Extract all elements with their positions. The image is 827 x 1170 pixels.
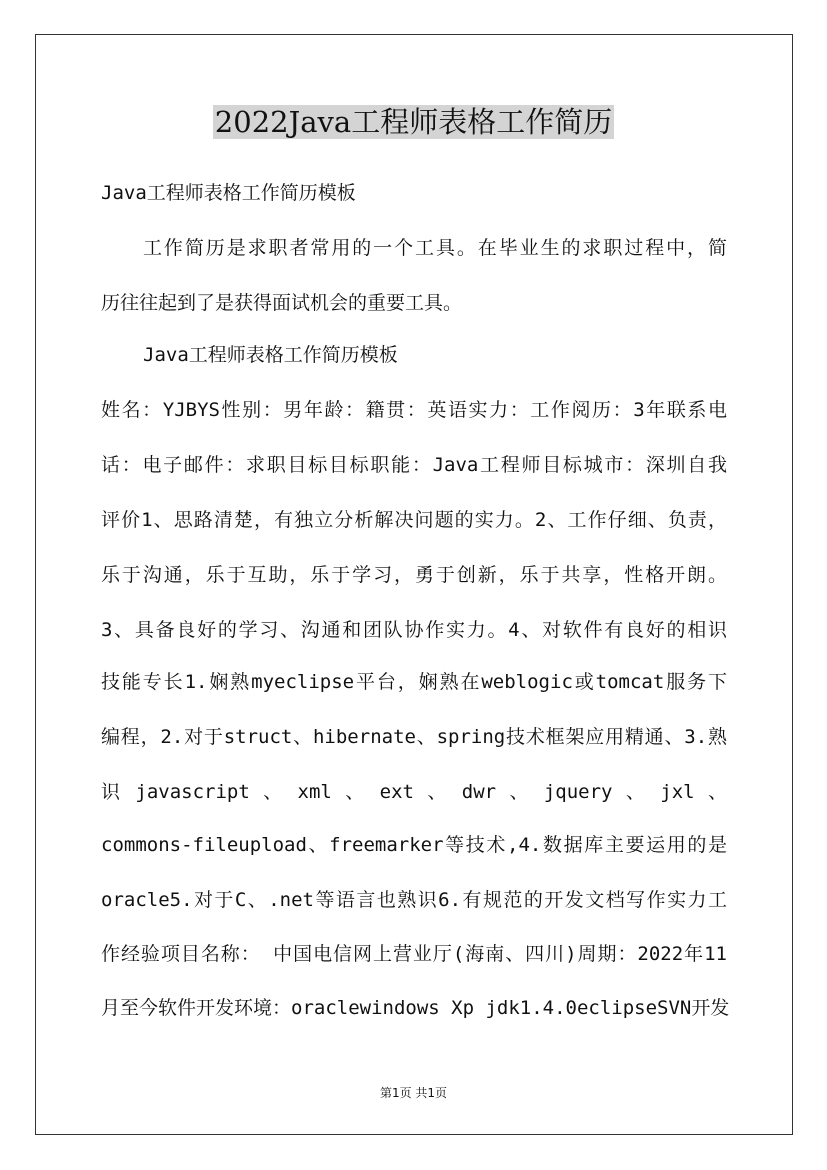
body-line: 乐于沟通，乐于互助，乐于学习，勇于创新，乐于共享，性格开朗。 bbox=[101, 564, 727, 586]
body-line: 话：电子邮件：求职目标目标职能：Java工程师目标城市：深圳自我 bbox=[101, 454, 727, 476]
body-line: oracle5.对于C、.net等语言也熟识6.有规范的开发文档写作实力工 bbox=[101, 889, 727, 911]
section-heading: Java工程师表格工作简历模板 bbox=[143, 344, 398, 366]
body-line: 评价1、思路清楚，有独立分析解决问题的实力。2、工作仔细、负责， bbox=[101, 509, 727, 531]
body-line: 姓名：YJBYS性别：男年龄：籍贯：英语实力：工作阅历：3年联系电 bbox=[101, 399, 727, 421]
body-line: 作经验项目名称： 中国电信网上营业厅(海南、四川)周期：2022年11 bbox=[101, 943, 727, 965]
body-line: 编程，2.对于struct、hibernate、spring技术框架应用精通、3.熟 bbox=[101, 726, 727, 748]
body-line: 技能专长1.娴熟myeclipse平台，娴熟在weblogic或tomcat服务下 bbox=[101, 671, 727, 693]
body-line: commons-fileupload、freemarker等技术,4.数据库主要运用的是 bbox=[101, 834, 727, 856]
paragraph-line: 历往往起到了是获得面试机会的重要工具。 bbox=[101, 292, 463, 314]
subtitle-line: Java工程师表格工作简历模板 bbox=[101, 182, 356, 204]
body-line: 月至今软件开发环境：oraclewindows Xp jdk1.4.0eclipseSVN开发 bbox=[101, 997, 730, 1019]
paragraph-line: 工作简历是求职者常用的一个工具。在毕业生的求职过程中，简 bbox=[143, 237, 727, 259]
page-footer: 第1页 共1页 bbox=[379, 1086, 448, 1100]
document-title bbox=[0, 100, 827, 144]
body-line: 3、具备良好的学习、沟通和团队协作实力。4、对软件有良好的相识 bbox=[101, 619, 727, 641]
document-title-text: 2022Java工程师表格工作简历 bbox=[214, 105, 613, 139]
body-line: 识 javascript 、 xml 、 ext 、 dwr 、 jquery 、 jxl 、 bbox=[101, 781, 727, 803]
